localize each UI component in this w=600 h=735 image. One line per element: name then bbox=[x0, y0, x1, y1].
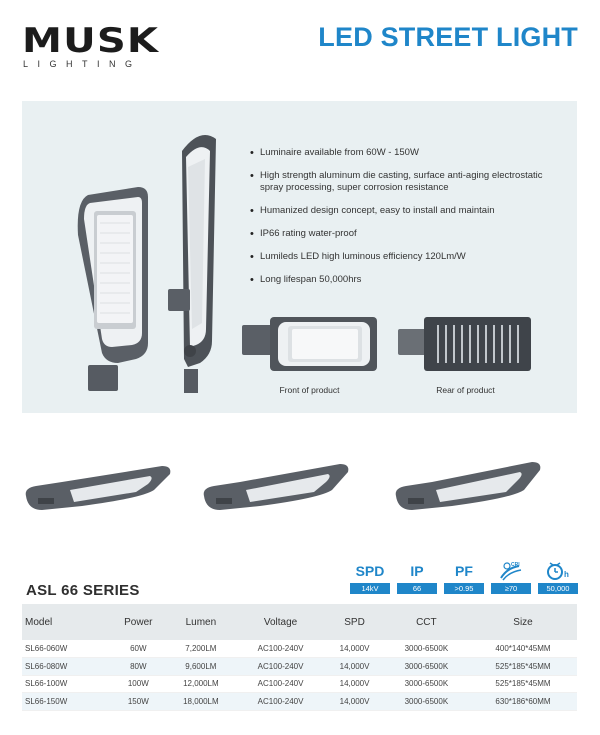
cell: 80W bbox=[111, 658, 167, 676]
cell: SL66-150W bbox=[22, 693, 111, 711]
front-caption: Front of product bbox=[279, 385, 340, 395]
spec-badge-spd bbox=[350, 560, 390, 594]
cell: 525*185*45MM bbox=[469, 658, 577, 676]
col-model: Model bbox=[22, 604, 111, 640]
spec-badge-lifespan bbox=[538, 560, 578, 594]
cell: 7,200LM bbox=[166, 640, 236, 658]
table-row bbox=[22, 675, 577, 693]
lifespan-clock-icon bbox=[538, 560, 578, 582]
table-header-row bbox=[22, 604, 577, 640]
spd-label: SPD bbox=[355, 563, 385, 579]
cell: 3000-6500K bbox=[384, 658, 469, 676]
spec-badge-ip bbox=[397, 560, 437, 594]
ip-value: 66 bbox=[397, 583, 437, 594]
cell: 14,000V bbox=[325, 693, 383, 711]
cell: 14,000V bbox=[325, 640, 383, 658]
table-row bbox=[22, 658, 577, 676]
cell: 14,000V bbox=[325, 675, 383, 693]
spec-badge-pf bbox=[444, 560, 484, 594]
cell: 100W bbox=[111, 675, 167, 693]
cell: AC100-240V bbox=[236, 675, 326, 693]
col-power: Power bbox=[111, 604, 167, 640]
cell: 400*140*45MM bbox=[469, 640, 577, 658]
col-size: Size bbox=[469, 604, 577, 640]
cell: AC100-240V bbox=[236, 658, 326, 676]
cell: SL66-060W bbox=[22, 640, 111, 658]
table-row bbox=[22, 693, 577, 711]
spec-table bbox=[22, 604, 577, 711]
cell: SL66-080W bbox=[22, 658, 111, 676]
cell: AC100-240V bbox=[236, 693, 326, 711]
feature-list bbox=[250, 147, 560, 297]
product-front-photo bbox=[242, 317, 377, 371]
col-spd: SPD bbox=[325, 604, 383, 640]
cell: 18,000LM bbox=[166, 693, 236, 711]
cell: AC100-240V bbox=[236, 640, 326, 658]
brand-logo bbox=[22, 21, 160, 69]
series-title: ASL 66 SERIES bbox=[26, 582, 140, 599]
col-voltage: Voltage bbox=[236, 604, 326, 640]
feature-item: • Humanized design concept, easy to install and maintain bbox=[250, 205, 560, 217]
cell: 9,600LM bbox=[166, 658, 236, 676]
product-photo-150w bbox=[392, 456, 542, 516]
cell: 60W bbox=[111, 640, 167, 658]
ip-label: IP bbox=[410, 563, 424, 579]
spd-value: 14kV bbox=[350, 583, 390, 594]
col-lumen: Lumen bbox=[166, 604, 236, 640]
rear-caption: Rear of product bbox=[436, 385, 495, 395]
lifespan-value: 50,000 bbox=[538, 583, 578, 594]
cell: 3000-6500K bbox=[384, 640, 469, 658]
product-rear-photo bbox=[398, 317, 533, 371]
product-photo-60w bbox=[22, 456, 172, 516]
cell: 12,000LM bbox=[166, 675, 236, 693]
feature-item: • Luminaire available from 60W - 150W bbox=[250, 147, 560, 159]
cri-icon bbox=[491, 560, 531, 582]
product-photo-main bbox=[50, 123, 240, 395]
feature-item: • IP66 rating water-proof bbox=[250, 228, 560, 240]
cell: 14,000V bbox=[325, 658, 383, 676]
pf-value: >0.95 bbox=[444, 583, 484, 594]
feature-item: • High strength aluminum die casting, surface anti-aging electrostatic spray processing, super corrosion resistance bbox=[250, 170, 560, 194]
cell: SL66-100W bbox=[22, 675, 111, 693]
cell: 3000-6500K bbox=[384, 693, 469, 711]
pf-label: PF bbox=[455, 563, 473, 579]
page-title: LED STREET LIGHT bbox=[318, 22, 578, 52]
spec-badge-cri bbox=[491, 560, 531, 594]
feature-item: • Long lifespan 50,000hrs bbox=[250, 274, 560, 286]
product-panel bbox=[22, 101, 577, 413]
cell: 150W bbox=[111, 693, 167, 711]
product-photo-100w bbox=[200, 456, 350, 516]
logo-wordmark: MUSK bbox=[22, 21, 160, 61]
cell: 525*185*45MM bbox=[469, 675, 577, 693]
logo-subtitle: LIGHTING bbox=[23, 59, 142, 69]
col-cct: CCT bbox=[384, 604, 469, 640]
cri-value: ≥70 bbox=[491, 583, 531, 594]
spec-badges bbox=[350, 560, 578, 594]
cri-mark: CRI bbox=[511, 562, 520, 568]
hour-mark: h bbox=[564, 570, 569, 579]
cell: 630*186*60MM bbox=[469, 693, 577, 711]
table-row bbox=[22, 640, 577, 658]
feature-item: • Lumileds LED high luminous efficiency 120Lm/W bbox=[250, 251, 560, 263]
cell: 3000-6500K bbox=[384, 675, 469, 693]
